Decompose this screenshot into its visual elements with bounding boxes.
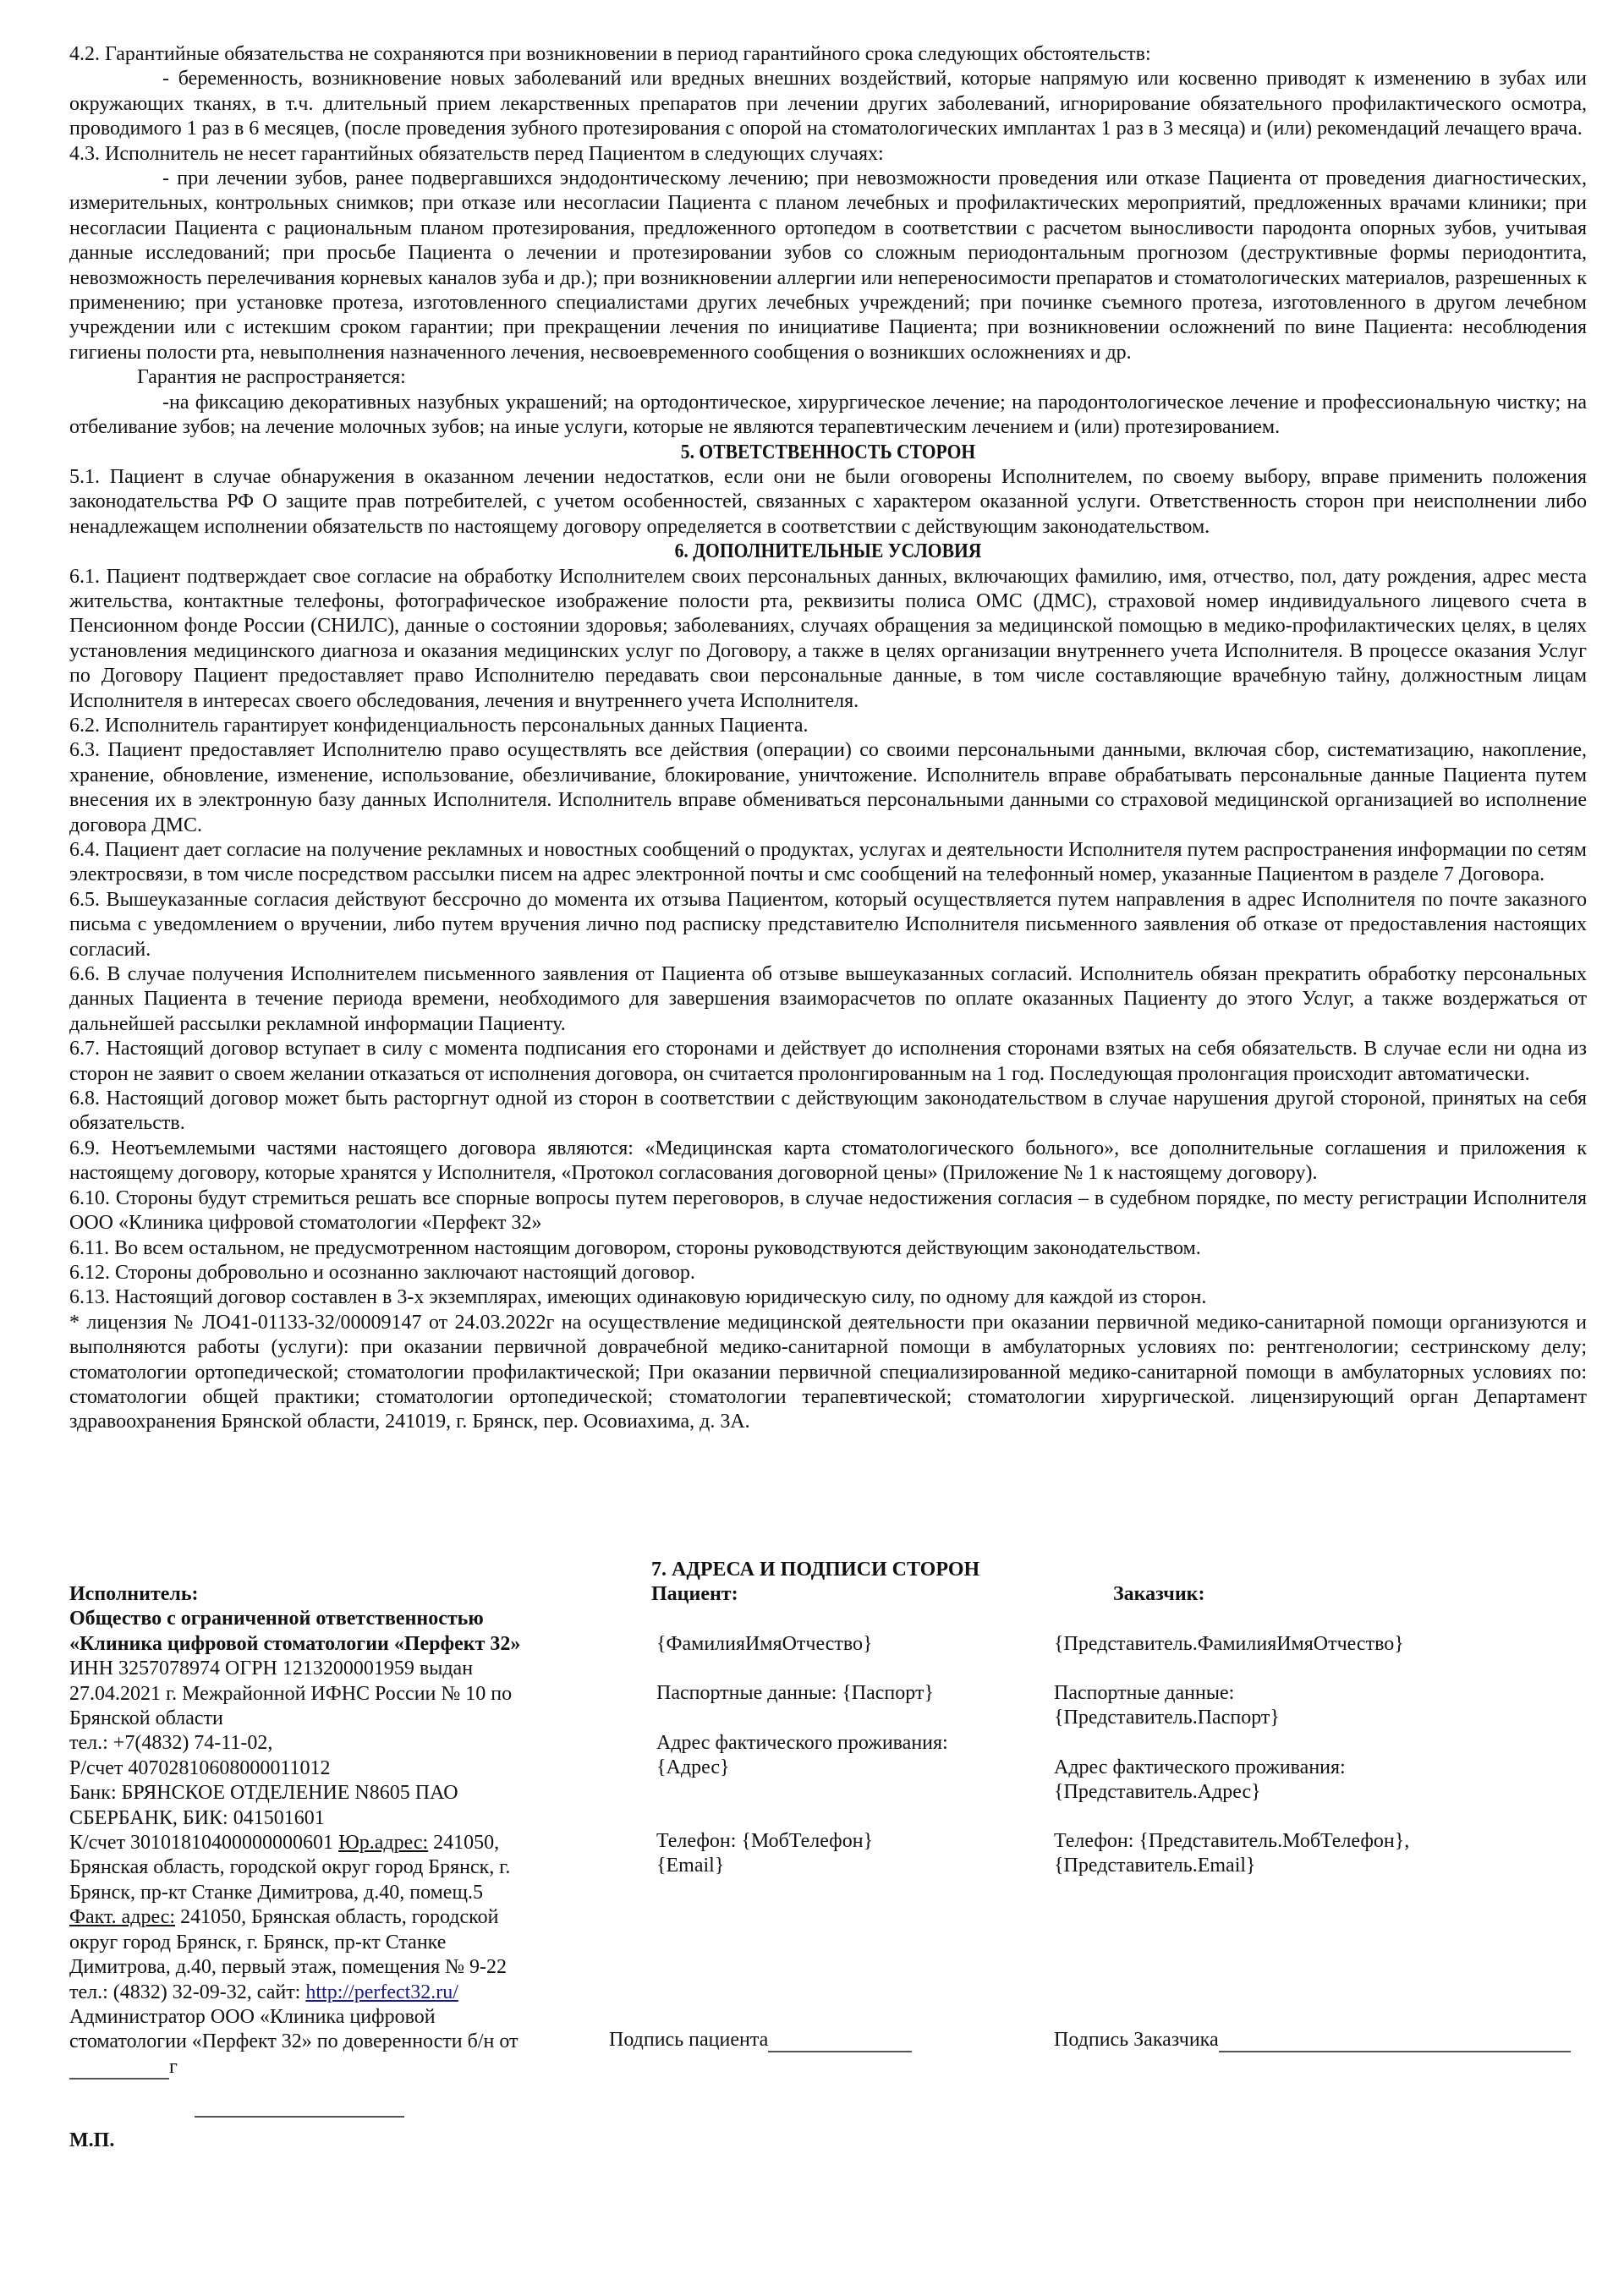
date-line xyxy=(69,2055,577,2080)
date-suffix: г xyxy=(169,2055,178,2078)
license-note: * лицензия № ЛО41-01133-32/00009147 от 24.03.2022г на осуществление медицинской деятельности при оказании первичной медико-санитарной помощи организуются и выполняются работы (услуги): при оказании первичной доврачебной медико-санитарной помощи в амбулаторных условиях по: рентгенологии; сестринскому делу; стоматологии ортопедической; стоматологии профилактической; При оказании первичной специализированной медико-санитарной помощи в амбулаторных условиях по: стоматологии общей практики; стоматологии ортопедической; стоматологии терапевтической; стоматологии хирургической. лицензирующий орган Департамент здравоохранения Брянской области, 241019, г. Брянск, пер. Осовиахима, д. 3А. xyxy=(69,1311,1587,1433)
kschet: К/счет 30101810400000000601 xyxy=(69,1832,339,1855)
clause-4-2-item: - беременность, возникновение новых заболеваний или вредных внешних воздействий, которые напрямую или косвенно приводят к изменению в зубах или окружающих тканях, в т.ч. длительный прием лекарственных препаратов при лечении других заболеваний, игнорирование обязательного профилактического осмотра, проводимого 1 раз в 6 месяцев, (после проведения зубного протезирования с опорой на стоматологических имплантах 1 раз в 3 месяца) и (или) рекомендаций лечащего врача. xyxy=(69,68,1587,140)
executor-detail-line: ИНН 3257078974 ОГРН 1213200001959 выдан xyxy=(69,1658,474,1680)
patient-passport: Паспортные данные: {Паспорт} xyxy=(656,1682,934,1704)
executor-name-line2: «Клиника цифровой стоматологии «Перфект 32» xyxy=(69,1632,521,1655)
admin-line2: стоматологии «Перфект 32» по доверенности б/н от xyxy=(69,2030,518,2053)
executor-name-line1: Общество с ограниченной ответственностью xyxy=(69,1608,484,1630)
patient-fio: {ФамилияИмяОтчество} xyxy=(656,1633,873,1655)
clause-4-3: 4.3. Исполнитель не несет гарантийных обязательств перед Пациентом в следующих случаях: xyxy=(69,142,884,165)
legal-address-label: Юр.адрес: xyxy=(338,1832,429,1855)
fact-address-label: Факт. адрес: xyxy=(69,1906,176,1929)
legal-address-line: Брянск, пр-кт Станке Димитрова, д.40, помещ.5 xyxy=(69,1881,483,1904)
contract-body xyxy=(69,42,1587,1435)
executor-detail-line: 27.04.2021 г. Межрайонной ИФНС России № 10 по xyxy=(69,1682,513,1705)
executor-detail-line: тел.: +7(4832) 74-11-02, xyxy=(69,1732,273,1755)
customer-email: {Представитель.Email} xyxy=(1054,1855,1256,1877)
customer-passport: {Представитель.Паспорт} xyxy=(1054,1707,1280,1729)
clause-6-2: 6.2. Исполнитель гарантирует конфиденциальность персональных данных Пациента. xyxy=(69,714,809,737)
patient-email: {Email} xyxy=(656,1855,725,1877)
clause-6-11: 6.11. Во всем остальном, не предусмотренном настоящим договором, стороны руководствуются действующим законодательством. xyxy=(69,1236,1201,1259)
executor-detail-line: Банк: БРЯНСКОЕ ОТДЕЛЕНИЕ N8605 ПАО xyxy=(69,1782,458,1805)
executor-block xyxy=(69,1582,577,2080)
customer-phone: Телефон: {Представитель.МобТелефон}, xyxy=(1054,1830,1410,1852)
customer-address-label: Адрес фактического проживания: xyxy=(1054,1756,1346,1778)
clause-6-4: 6.4. Пациент дает согласие на получение рекламных и новостных сообщений о продуктах, услугах и деятельности Исполнителя путем распространения информации по сетям электросвязи, в том числе посредством рассылки писем на адрес электронной почты и смс сообщений на телефонный номер, указанные Пациентом в разделе 7 Договора. xyxy=(69,839,1587,886)
legal-address-start: 241050, xyxy=(428,1832,500,1855)
clause-6-7: 6.7. Настоящий договор вступает в силу с момента подписания его сторонами и действует до исполнения сторонами взятых на себя обязательств. В случае если ни одна из сторон не заявит о своем желании отказаться от исполнения договора, он считается пролонгированным на 1 год. Последующая пролонгация происходит автоматически. xyxy=(69,1038,1587,1085)
executor-label: Исполнитель: xyxy=(69,1583,199,1605)
website-link[interactable]: http://perfect32.ru/ xyxy=(305,1981,458,2003)
clause-6-9: 6.9. Неотъемлемыми частями настоящего договора являются: «Медицинская карта стоматологического больного», все дополнительные соглашения и приложения к настоящему договору, которые хранятся у Исполнителя, «Протокол согласования договорной цены» (Приложение № 1 к настоящему договору). xyxy=(69,1137,1587,1185)
section-6-title: 6. ДОПОЛНИТЕЛЬНЫЕ УСЛОВИЯ xyxy=(674,540,982,563)
section-5-title: 5. ОТВЕТСТВЕННОСТЬ СТОРОН xyxy=(680,441,976,463)
patient-signature xyxy=(609,2028,912,2052)
patient-phone: Телефон: {МобТелефон} xyxy=(656,1830,874,1852)
executor-detail-line: СБЕРБАНК, БИК: 041501601 xyxy=(69,1806,325,1829)
clause-6-5: 6.5. Вышеуказанные согласия действуют бессрочно до момента их отзыва Пациентом, который осуществляется путем направления в адрес Исполнителя по почте заказного письма с уведомлением о вручении, либо путем вручения лично под расписку представителю Исполнителя письменного заявления об отказе от предоставления настоящих согласий. xyxy=(69,888,1587,961)
customer-fio: {Представитель.ФамилияИмяОтчество} xyxy=(1054,1633,1404,1655)
section-7-title: 7. АДРЕСА И ПОДПИСИ СТОРОН xyxy=(651,1559,980,1581)
legal-address-line: Брянская область, городской округ город Брянск, г. xyxy=(69,1856,511,1879)
patient-signature-label: Подпись пациента xyxy=(609,2029,769,2051)
warranty-item: -на фиксацию декоративных назубных украшений; на ортодонтическое, хирургическое лечение; на пародонтологическое лечение и профессиональную чистку; на отбеливание зубов; на лечение молочных зубов; на иные услуги, которые не являются терапевтическим лечением и (или) протезированием. xyxy=(69,391,1587,439)
executor-phone-site xyxy=(69,1981,577,2005)
executor-detail-line: Брянской области xyxy=(69,1707,223,1730)
clause-6-8: 6.8. Настоящий договор может быть расторгнут одной из сторон в соответствии с действующим законодательством в случае нарушения другой стороной, принятых на себя обязательств. xyxy=(69,1088,1587,1135)
executor-signature-line[interactable] xyxy=(195,2116,404,2118)
patient-address: {Адрес} xyxy=(656,1756,730,1778)
clause-6-12: 6.12. Стороны добровольно и осознанно заключают настоящий договор. xyxy=(69,1261,695,1284)
customer-signature-field[interactable] xyxy=(1219,2032,1571,2052)
clause-6-10: 6.10. Стороны будут стремиться решать все спорные вопросы путем переговоров, в случае недостижения согласия – в судебном порядке, по месту регистрации Исполнителя ООО «Клиника цифровой стоматологии «Перфект 32» xyxy=(69,1186,1587,1235)
clause-5-1: 5.1. Пациент в случае обнаружения в оказанном лечении недостатков, если они не были оговорены Исполнителем, по своему выбору, вправе применить положения законодательства РФ О защите прав потребителей, с учетом особенностей, связанных с характером оказанной услуги. Ответственность сторон при неисполнении либо ненадлежащем исполнении обязательств по настоящему договору определяется в соответствии с действующим законодательством. xyxy=(69,465,1587,538)
date-blank-field[interactable] xyxy=(69,2059,169,2080)
customer-signature-label: Подпись Заказчика xyxy=(1054,2029,1219,2051)
clause-4-3-item: - при лечении зубов, ранее подвергавшихся эндодонтическому лечению; при невозможности проведения или отказе Пациента от проведения диагностических, измерительных, контрольных снимков; при отказе или несогласии Пациента с планом лечебных и профилактических мероприятий, предложенных врачами клиники; при несогласии Пациента с рациональным планом протезирования, предложенного ортопедом в соответствии с расчетом выносливости пародонта опорных зубов, учитывая данные исследований; при просьбе Пациента о лечении и протезировании зубов со сложным периодонтальным прогнозом (деструктивные формы периодонтита, невозможность перелечивания корневых каналов зуба и др.); при возникновении аллергии или непереносимости препаратов и стоматологических материалов, разрешенных к применению; при установке протеза, изготовленного специалистами других лечебных учреждений; при починке съемного протеза, изготовленного в другом лечебном учреждении или с истекшим сроком гарантии; при прекращении лечения по инициативе Пациента; при возникновении осложнений по вине Пациента: несоблюдения гигиены полости рта, невыполнения назначенного лечения, несвоевременного сообщения о возникших осложнениях и др. xyxy=(69,167,1587,364)
clause-6-13: 6.13. Настоящий договор составлен в 3-х экземплярах, имеющих одинаковую юридическую силу, по одному для каждой из сторон. xyxy=(69,1286,1207,1309)
fact-address-line: Димитрова, д.40, первый этаж, помещения № 9-22 xyxy=(69,1956,507,1979)
customer-address: {Представитель.Адрес} xyxy=(1054,1781,1261,1803)
clause-6-3: 6.3. Пациент предоставляет Исполнителю право осуществлять все действия (операции) со своими персональными данными, включая сбор, систематизацию, накопление, хранение, обновление, изменение, использование, обезличивание, блокирование, уничтожение. Исполнитель вправе обрабатывать персональные данные Пациента путем внесения их в электронную базу данных Исполнителя. Исполнитель вправе обмениваться персональными данными со страховой медицинской организацией во исполнение договора ДМС. xyxy=(69,739,1587,836)
fact-address-line xyxy=(69,1905,577,1930)
executor-kschet-line xyxy=(69,1831,577,1855)
customer-passport-label: Паспортные данные: xyxy=(1054,1682,1235,1704)
customer-label xyxy=(1113,1582,1204,1607)
customer-label-text: Заказчик: xyxy=(1113,1583,1205,1605)
warranty-header: Гарантия не распространяется: xyxy=(137,366,406,389)
executor-phone: тел.: (4832) 32-09-32, сайт: xyxy=(69,1981,306,2003)
patient-label xyxy=(651,1582,738,1607)
customer-signature xyxy=(1054,2028,1571,2052)
executor-detail-line: Р/счет 40702810608000011012 xyxy=(69,1756,331,1779)
patient-label-text: Пациент: xyxy=(651,1583,738,1605)
clause-6-1: 6.1. Пациент подтверждает свое согласие на обработку Исполнителем своих персональных данных, включающих фамилию, имя, отчество, пол, дату рождения, адрес места жительства, контактные телефоны, фотографическое изображение полости рта, реквизиты полиса ОМС (ДМС), страховой номер индивидуального лицевого счета в Пенсионном фонде России (СНИЛС), данные о состоянии здоровья; заболеваниях, случаях обращения за медицинской помощью в медико-профилактических целях, в целях установления медицинского диагноза и оказания медицинских услуг по Договору, а также в целях организации внутреннего учета Исполнителя. В процессе оказания Услуг по Договору Пациент предоставляет право Исполнителю передавать свои персональные данные, в том числе составляющие врачебную тайну, должностным лицам Исполнителя в интересах своего обследования, лечения и внутреннего учета Исполнителя. xyxy=(69,565,1587,712)
patient-address-label: Адрес фактического проживания: xyxy=(656,1732,948,1754)
clause-6-6: 6.6. В случае получения Исполнителем письменного заявления от Пациента об отзыве вышеуказанных согласий. Исполнитель обязан прекратить обработку персональных данных Пациента в течение периода времени, необходимого для завершения взаиморасчетов по оплате оказанных Пациенту до этого Услуг, а также воздержаться от дальнейшей рассылки рекламной информации Пациенту. xyxy=(69,963,1587,1035)
clause-4-2: 4.2. Гарантийные обязательства не сохраняются при возникновении в период гарантийного срока следующих обстоятельств: xyxy=(69,43,1151,65)
patient-signature-field[interactable] xyxy=(768,2032,912,2052)
fact-address-line: округ город Брянск, г. Брянск, пр-кт Станке xyxy=(69,1931,447,1954)
admin-line1: Администратор ООО «Клиника цифровой xyxy=(69,2005,436,2028)
stamp-label: М.П. xyxy=(69,2129,115,2151)
fact-address-start: 241050, Брянская область, городской xyxy=(175,1906,499,1929)
